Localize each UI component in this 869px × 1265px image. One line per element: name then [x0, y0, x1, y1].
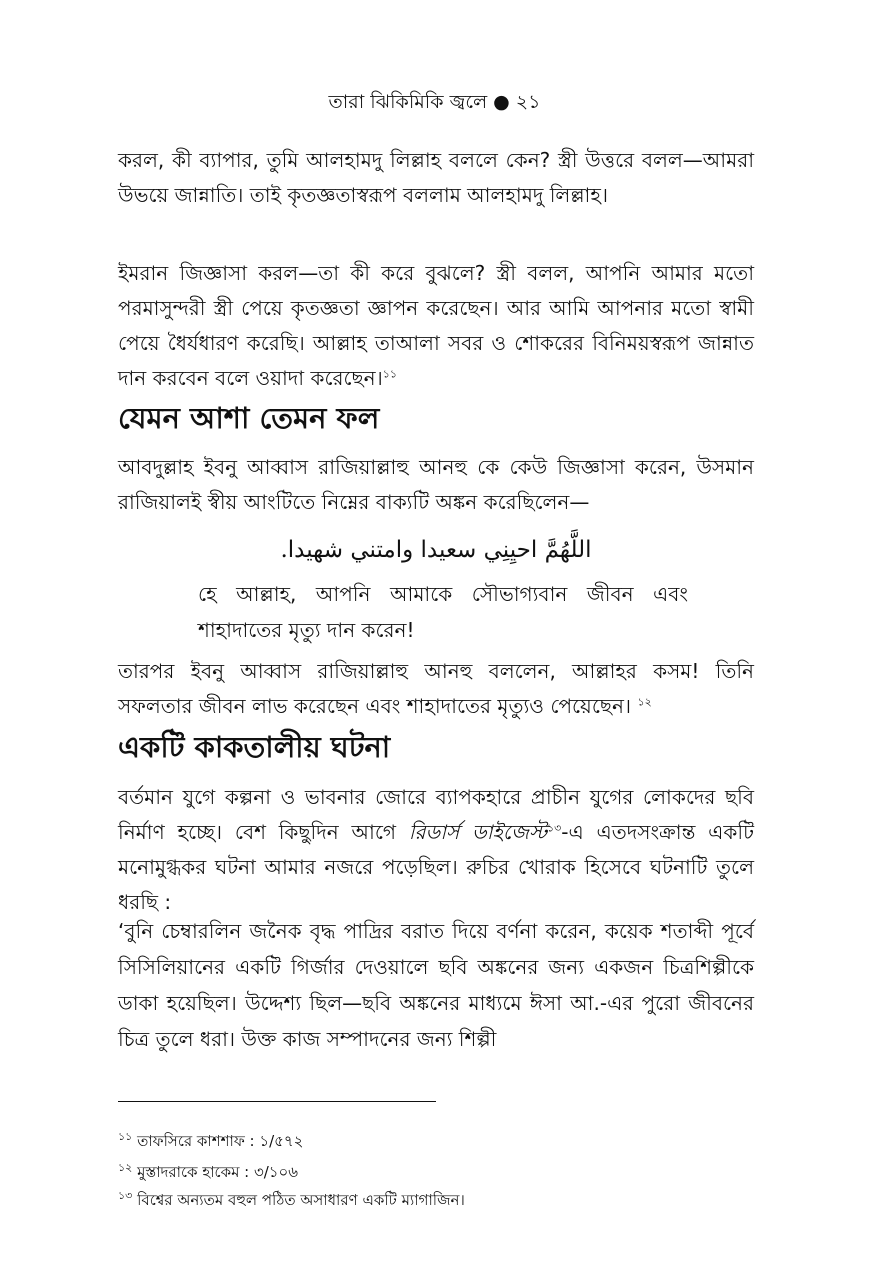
paragraph-6-text: ‘বুনি চেম্বারলিন জনৈক বৃদ্ধ পাদ্রির বরাত দিয়ে বর্ণনা করেন, কয়েক শতাব্দী পূর্বে সিসিলিয়ানের একটি গির্জার দেওয়ালে ছবি অঙ্কনের জন্য একজন চিত্রশিল্পীকে ডাকা হয়েছিল। উদ্দেশ্য ছিল—ছবি অঙ্কনের মাধ্যমে ঈসা আ.-এর পুরো জীবনের চিত্র তুলে ধরা। উক্ত কাজ সম্পাদনের জন্য শিল্পী: [118, 919, 754, 1051]
footnote-ref-11[interactable]: ১১: [382, 367, 398, 381]
footnote-number: ১১: [118, 1130, 133, 1143]
paragraph-5-text-a: বর্তমান যুগে কল্পনা ও ভাবনার জোরে ব্যাপকহারে প্রাচীন যুগের লোকদের ছবি নির্মাণ হচ্ছে। বেশ কিছুদিন আগে: [118, 785, 754, 844]
arabic-supplication: اللَّهُمَّ احيِنِي سعيدا وامتني شهيدا.: [280, 537, 592, 563]
footnote-number: ১২: [118, 1161, 133, 1174]
footnote-ref-12[interactable]: ১২: [637, 695, 652, 709]
paragraph-1: [118, 143, 754, 213]
paragraph-3: [118, 450, 754, 520]
paragraph-6: [118, 913, 754, 1057]
paragraph-2: [118, 256, 754, 396]
running-head: তারা ঝিকিমিকি জ্বলে ● ২১: [328, 91, 541, 113]
paragraph-5: [118, 780, 754, 920]
footnote-ref-13[interactable]: ১৩: [547, 821, 562, 835]
footnote-13: [118, 1189, 754, 1211]
paragraph-1-text: করল, কী ব্যাপার, তুমি আলহামদু লিল্লাহ বললে কেন? স্ত্রী উত্তরে বলল—আমরা উভয়ে জান্নাতি। তাই কৃতজ্ঞতাস্বরূপ বললাম আলহামদু লিল্লাহ।: [118, 148, 754, 207]
paragraph-5-text-b: -এ এতদসংক্রান্ত একটি মনোমুগ্ধকর ঘটনা আমার নজরে পড়েছিল। রুচির খোরাক হিসেবে ঘটনাটি তুলে ধরছি :: [118, 820, 754, 914]
footnote-text: মুস্তাদরাকে হাকেম : ৩/১০৬: [137, 1163, 299, 1181]
footnote-12: [118, 1161, 754, 1183]
paragraph-4: [118, 654, 754, 724]
footnote-number: ১৩: [118, 1189, 133, 1202]
quote-translation: হে আল্লাহ, আপনি আমাকে সৌভাগ্যবান জীবন এবং শাহাদাতের মৃত্যু দান করেন!: [198, 582, 688, 642]
section-heading-1: যেমন আশা তেমন ফল: [118, 401, 380, 435]
magazine-title: রিডার্স ডাইজেস্ট: [408, 820, 547, 844]
paragraph-3-text: আবদুল্লাহ ইবনু আব্বাস রাজিয়াল্লাহু আনহু কে কেউ জিজ্ঞাসা করেন, উসমান রাজিয়ালই স্বীয় আংটিতে নিম্নের বাক্যটি অঙ্কন করেছিলেন—: [118, 455, 754, 514]
paragraph-2-text: ইমরান জিজ্ঞাসা করল—তা কী করে বুঝলে? স্ত্রী বলল, আপনি আমার মতো পরমাসুন্দরী স্ত্রী পেয়ে কৃতজ্ঞতা জ্ঞাপন করেছেন। আর আমি আপনার মতো স্বামী পেয়ে ধৈর্যধারণ করেছি। আল্লাহ তাআলা সবর ও শোকরের বিনিময়স্বরূপ জান্নাত দান করবেন বলে ওয়াদা করেছেন।: [118, 261, 754, 390]
footnote-text: বিশ্বের অন্যতম বহুল পঠিত অসাধারণ একটি ম্যাগাজিন।: [137, 1191, 465, 1209]
footnote-separator: [118, 1101, 436, 1102]
section-heading-2: একটি কাকতালীয় ঘটনা: [118, 730, 391, 764]
footnote-11: [118, 1130, 754, 1152]
footnote-text: তাফসিরে কাশশাফ : ১/৫৭২: [137, 1132, 304, 1150]
paragraph-4-text: তারপর ইবনু আব্বাস রাজিয়াল্লাহু আনহু বললেন, আল্লাহর কসম! তিনি সফলতার জীবন লাভ করেছেন এবং শাহাদাতের মৃত্যুও পেয়েছেন।: [118, 659, 754, 718]
